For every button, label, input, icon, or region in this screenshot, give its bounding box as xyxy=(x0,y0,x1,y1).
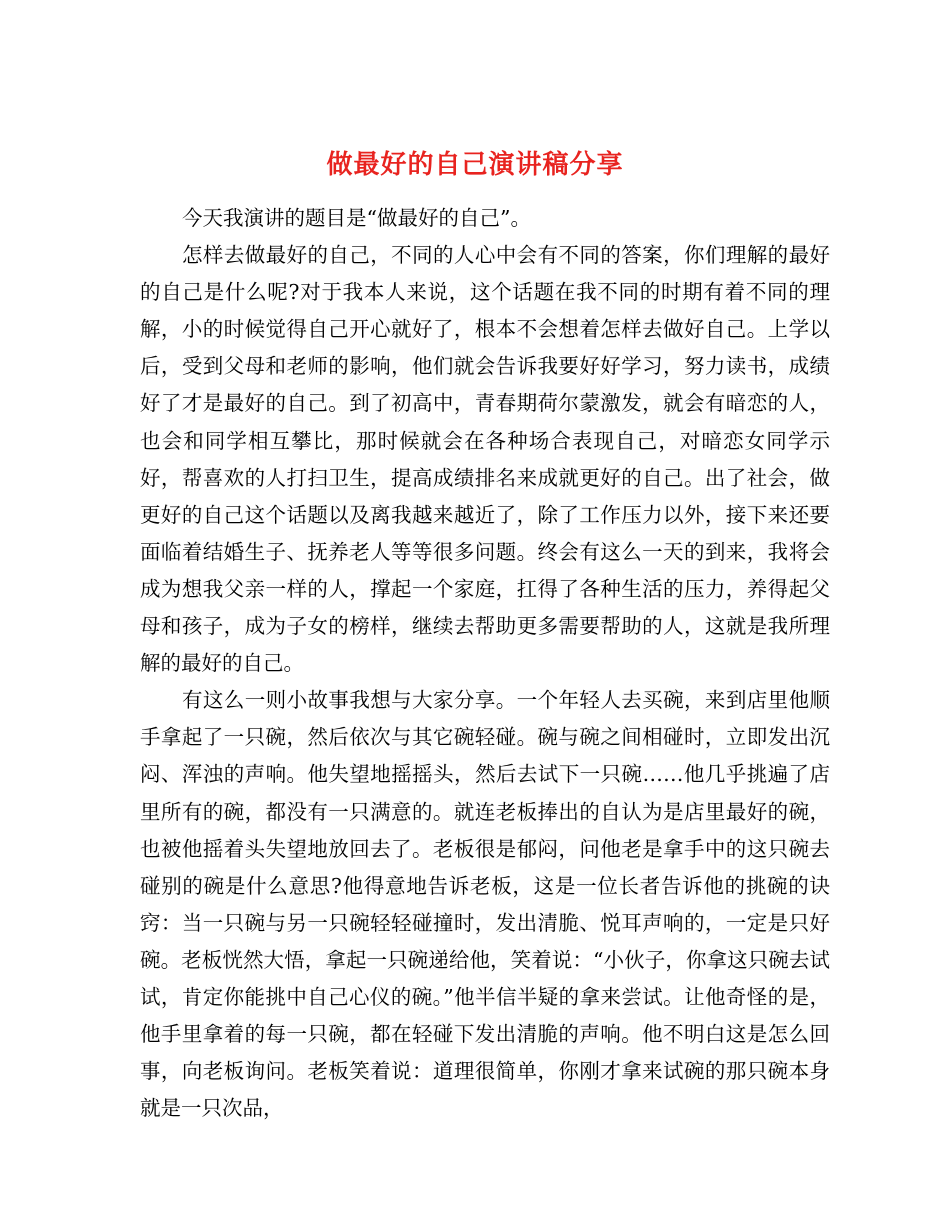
document-body xyxy=(140,200,830,1127)
paragraph-intro: 今天我演讲的题目是“做最好的自己”。 xyxy=(182,206,531,230)
paragraph-story: 有这么一则小故事我想与大家分享。一个年轻人去买碗，来到店里他顺手拿起了一只碗，然后依次与其它碗轻碰。碗与碗之间相碰时，立即发出沉闷、浑浊的声响。他失望地摇摇头，然后去试下一只碗……他几乎挑遍了店里所有的碗，都没有一只满意的。就连老板捧出的自认为是店里最好的碗，也被他摇着头失望地放回去了。老板很是郁闷，问他老是拿手中的这只碗去碰别的碗是什么意思?他得意地告诉老板，这是一位长者告诉他的挑碗的诀窍：当一只碗与另一只碗轻轻碰撞时，发出清脆、悦耳声响的，一定是只好碗。老板恍然大悟，拿起一只碗递给他，笑着说：“小伙子，你拿这只碗去试试，肯定你能挑中自己心仪的碗。”他半信半疑的拿来尝试。让他奇怪的是，他手里拿着的每一只碗，都在轻碰下发出清脆的声响。他不明白这是怎么回事，向老板询问。老板笑着说：道理很简单，你刚才拿来试碗的那只碗本身就是一只次品， xyxy=(140,688,830,1121)
document-title: 做最好的自己演讲稿分享 xyxy=(326,150,624,181)
paragraph-understanding: 怎样去做最好的自己，不同的人心中会有不同的答案，你们理解的最好的自己是什么呢?对于我本人来说，这个话题在我不同的时期有着不同的理解，小的时候觉得自己开心就好了，根本不会想着怎样去做好自己。上学以后，受到父母和老师的影响，他们就会告诉我要好好学习，努力读书，成绩好了才是最好的自己。到了初高中，青春期荷尔蒙激发，就会有暗恋的人，也会和同学相互攀比，那时候就会在各种场合表现自己，对暗恋女同学示好，帮喜欢的人打扫卫生，提高成绩排名来成就更好的自己。出了社会，做更好的自己这个话题以及离我越来越近了，除了工作压力以外，接下来还要面临着结婚生子、抚养老人等等很多问题。终会有这么一天的到来，我将会成为想我父亲一样的人，撑起一个家庭，扛得了各种生活的压力，养得起父母和孩子，成为子女的榜样，继续去帮助更多需要帮助的人，这就是我所理解的最好的自己。 xyxy=(140,243,830,676)
